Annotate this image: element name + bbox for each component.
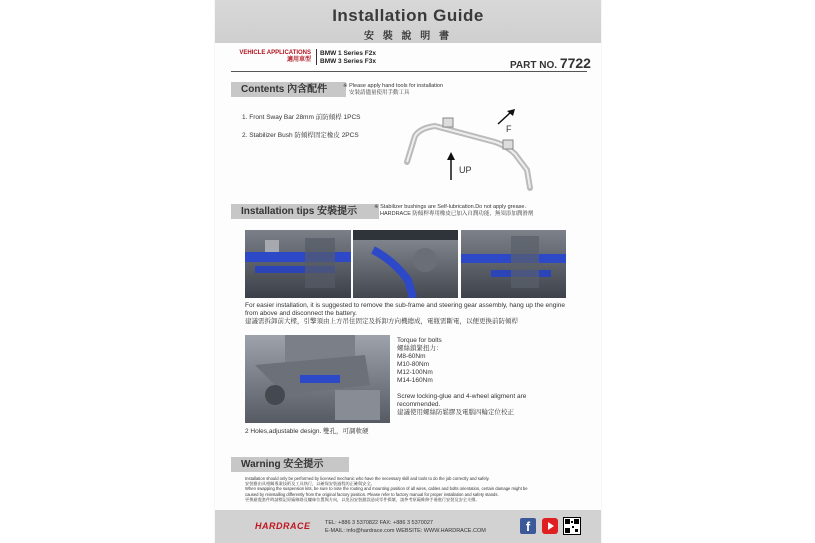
warning-line: caused by reinstalling differently from the original factory position. Please refer to factory manual for proper installation and safety stands. — [245, 491, 499, 497]
footer-contact: E-MAIL: info@hardrace.com WEBSITE: WWW.HARDRACE.COM — [325, 528, 486, 534]
facebook-icon[interactable]: f — [520, 518, 536, 534]
part-number-value: 7722 — [559, 55, 591, 71]
brand-logo: HARDRACE — [255, 521, 311, 531]
install-instruction — [245, 302, 570, 326]
install-photo — [353, 230, 458, 298]
page-title: Installation Guide — [332, 6, 484, 25]
footer — [215, 510, 601, 543]
torque-spec — [397, 337, 567, 385]
holes-note: 2 Holes,adjustable design. 雙孔，可調軟硬 — [245, 428, 369, 435]
bolt-photo — [245, 335, 390, 423]
glue-recommendation-en: Screw locking-glue and 4-wheel aligment are recommended. — [397, 393, 527, 408]
divider — [231, 71, 587, 72]
vehicle-models — [320, 50, 376, 66]
install-photo — [461, 230, 566, 298]
vehicle-model: BMW 1 Series F2x — [320, 50, 376, 57]
installation-tips-heading: Installation tips 安裝提示 — [231, 204, 379, 219]
contents-note-cn: 安裝請儘量使用手動工具 — [349, 89, 410, 96]
page-title-cn: 安 裝 說 明 書 — [363, 31, 453, 42]
glue-recommendation-cn: 建議使用螺絲防鬆膠及電腦四輪定位校正 — [397, 409, 514, 416]
tips-note-cn: HARDRACE 防傾桿專用橡皮已加入自潤功能，無須添加潤滑劑 — [380, 210, 534, 217]
divider — [316, 49, 317, 65]
install-photo — [245, 230, 351, 298]
torque-title: Torque for bolts — [397, 337, 442, 344]
part-number-prefix: PART NO. — [510, 60, 558, 71]
warning-line: When swapping the suspension kits, be sure to note the routing and mounting position of all wires, cables and bolts orientation, certain damage might be — [245, 486, 528, 492]
diagram-label-up: UP — [459, 165, 472, 175]
tips-note — [374, 204, 533, 217]
footer-phone: TEL: +886 3 5370822 FAX: +886 3 5370027 — [325, 520, 433, 526]
warning-line: Installation should only be performed by licensed mechanic who have the necessary skill and tools to do the job correctly and safely. — [245, 476, 490, 481]
install-instruction-en: For easier installation, it is suggested to remove the sub-frame and steering gear assembly, hang up the engine from above and disconnect the battery. — [245, 302, 566, 317]
contents-item: 1. Front Sway Bar 28mm 前防傾桿 1PCS — [242, 114, 361, 121]
torque-value: M14-160Nm — [397, 377, 433, 384]
contents-item: 2. Stabilizer Bush 防傾桿固定橡皮 2PCS — [242, 132, 359, 139]
contents-note — [343, 83, 443, 96]
contents-heading: Contents 內含配件 — [231, 82, 346, 97]
header-banner — [215, 0, 601, 43]
warning-line: 安裝應由具相關專業技術及工具執行，以確保安裝過程的正確與安全。 — [245, 481, 375, 487]
warning-heading: Warning 安全提示 — [231, 457, 349, 472]
torque-value: M12-100Nm — [397, 369, 433, 376]
vehicle-model: BMW 3 Series F3x — [320, 58, 376, 65]
glue-recommendation — [397, 393, 567, 417]
diagram-label-front: F — [506, 124, 512, 134]
warning-line: 更換避震套件時請標記原廠線路及螺絲位置與方向，以免因安裝錯誤造成零件損壞，請參考原廠維修手冊進行安裝及安全支撐。 — [245, 496, 480, 502]
guide-page — [215, 0, 601, 543]
torque-title-cn: 螺絲鎖緊扭力： — [397, 345, 443, 352]
warning-text — [245, 476, 585, 502]
contents-note-en: ※ Please apply hand tools for installation — [343, 83, 444, 89]
sway-bar-diagram — [395, 100, 545, 195]
install-instruction-cn: 建議需拆卸前大樑，引擎須由上方吊住固定及拆卸方向機總成，電瓶需斷電，以便更換前防傾桿 — [245, 318, 518, 325]
youtube-icon[interactable] — [542, 518, 558, 534]
torque-value: M10-80Nm — [397, 361, 430, 368]
vehicle-applications — [231, 50, 311, 64]
part-number — [510, 55, 591, 71]
vehicle-applications-cn: 適用車型 — [286, 57, 311, 63]
vehicle-applications-label: VEHICLE APPLICATIONS — [239, 50, 311, 56]
tips-note-en: ※ Stabilizer bushings are Self-lubrication.Do not apply grease. — [374, 204, 526, 210]
torque-value: M8-60Nm — [397, 353, 426, 360]
qr-code-icon[interactable] — [563, 517, 581, 535]
